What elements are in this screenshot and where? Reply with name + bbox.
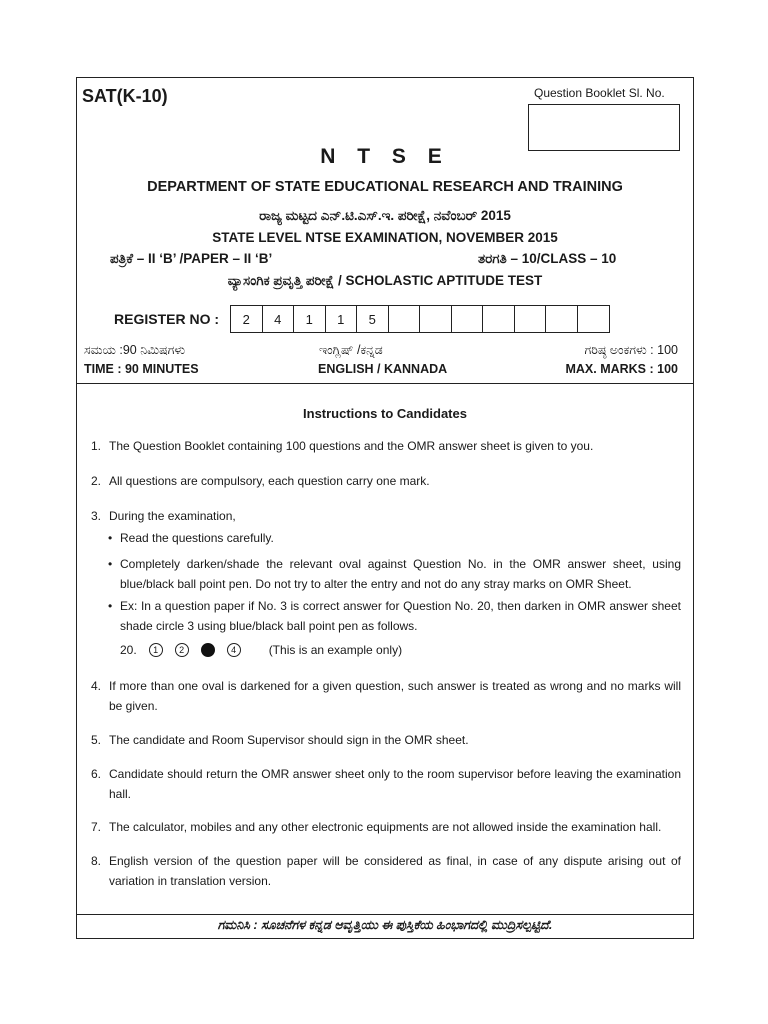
register-digit-box <box>389 306 421 332</box>
exam-title: STATE LEVEL NTSE EXAMINATION, NOVEMBER 2015 <box>212 230 558 245</box>
omr-option-circle: 2 <box>175 643 189 657</box>
page-title: N T S E <box>320 145 450 168</box>
example-question-number: 20. <box>120 643 137 657</box>
instruction-item: 1. The Question Booklet containing 100 questions and the OMR answer sheet is given to you. <box>91 439 594 453</box>
bullet-icon: • <box>108 599 113 613</box>
instruction-item: 4. If more than one oval is darkened for a given question, such answer is treated as wrong and no marks will be given. <box>91 679 681 713</box>
marks-kannada: ಗರಿಷ್ಠ ಅಂಕಗಳು : 100 <box>584 343 678 357</box>
time-kannada: ಸಮಯ :90 ನಿಮಿಷಗಳು <box>84 343 186 357</box>
class-label: ತರಗತಿ – 10/CLASS – 10 <box>478 251 617 266</box>
instructions-title: Instructions to Candidates <box>303 406 467 421</box>
omr-filled-circle <box>201 643 215 657</box>
booklet-serial-label: Question Booklet Sl. No. <box>534 86 665 100</box>
instruction-item: 6. Candidate should return the OMR answer sheet only to the room supervisor before leaving the examination hall. <box>91 767 681 801</box>
bullet-icon: • <box>108 531 113 545</box>
register-label: REGISTER NO : <box>114 311 220 327</box>
exam-code: SAT(K-10) <box>82 86 168 106</box>
example-note: (This is an example only) <box>268 643 403 657</box>
paper-label: ಪತ್ರಿಕೆ – II ‘B’ /PAPER – II ‘B’ <box>110 251 273 266</box>
instruction-item: 3. During the examination, <box>91 509 236 523</box>
footer-divider <box>76 914 694 915</box>
omr-option-circle: 1 <box>149 643 163 657</box>
test-name: ವ್ಯಾಸಂಗಿಕ ಪ್ರವೃತ್ತಿ ಪರೀಕ್ಷೆ / SCHOLASTIC APTITUDE TEST <box>227 273 543 288</box>
register-digit-box: 1 <box>294 306 326 332</box>
instruction-item: 8. English version of the question paper will be considered as final, in case of any dispute arising out of variation in translation version. <box>91 854 681 888</box>
header-divider <box>76 383 694 384</box>
footer-note: ಗಮನಿಸಿ : ಸೂಚನೆಗಳ ಕನ್ನಡ ಆವೃತ್ತಿಯು ಈ ಪುಸ್ತಿಕೆಯ ಹಿಂಭಾಗದಲ್ಲಿ ಮುದ್ರಿಸಲ್ಪಟ್ಟಿದೆ. <box>217 918 553 932</box>
register-digit-box: 1 <box>326 306 358 332</box>
language-kannada: ಇಂಗ್ಲಿಷ್ /ಕನ್ನಡ <box>319 343 383 357</box>
register-digit-box <box>483 306 515 332</box>
register-digit-box: 5 <box>357 306 389 332</box>
register-digit-box <box>420 306 452 332</box>
marks-label: MAX. MARKS : 100 <box>565 362 678 376</box>
instruction-item: 7. The calculator, mobiles and any other electronic equipments are not allowed inside the examination hall. <box>91 820 662 834</box>
register-number-boxes <box>230 305 610 333</box>
department-name: DEPARTMENT OF STATE EDUCATIONAL RESEARCH AND TRAINING <box>147 179 623 195</box>
instruction-bullet: • Read the questions carefully. <box>108 529 681 549</box>
booklet-serial-box <box>528 104 680 151</box>
register-digit-box <box>578 306 610 332</box>
instruction-item: 5. The candidate and Room Supervisor should sign in the OMR sheet. <box>91 733 469 747</box>
register-digit-box <box>452 306 484 332</box>
bullet-icon: • <box>108 557 113 571</box>
time-label: TIME : 90 MINUTES <box>84 362 199 376</box>
register-digit-box: 2 <box>231 306 263 332</box>
language-label: ENGLISH / KANNADA <box>318 362 448 376</box>
instruction-item: 2. All questions are compulsory, each question carry one mark. <box>91 474 430 488</box>
register-digit-box <box>515 306 547 332</box>
instruction-bullet: • Completely darken/shade the relevant oval against Question No. in the OMR answer sheet, using blue/black ball point pen. Do not try to alter the entry and not do any stray marks on OMR Sheet. <box>108 555 681 594</box>
exam-title-kannada: ರಾಜ್ಯ ಮಟ್ಟದ ಎನ್.ಟಿ.ಎಸ್.ಇ. ಪರೀಕ್ಷೆ, ನವೆಂಬರ್ 2015 <box>259 208 511 223</box>
register-digit-box: 4 <box>263 306 295 332</box>
omr-example <box>120 643 402 657</box>
omr-option-circle: 4 <box>227 643 241 657</box>
register-digit-box <box>546 306 578 332</box>
instruction-bullet: • Ex: In a question paper if No. 3 is correct answer for Question No. 20, then darken in OMR answer sheet shade circle 3 using blue/black ball point pen as follows. <box>108 597 681 636</box>
